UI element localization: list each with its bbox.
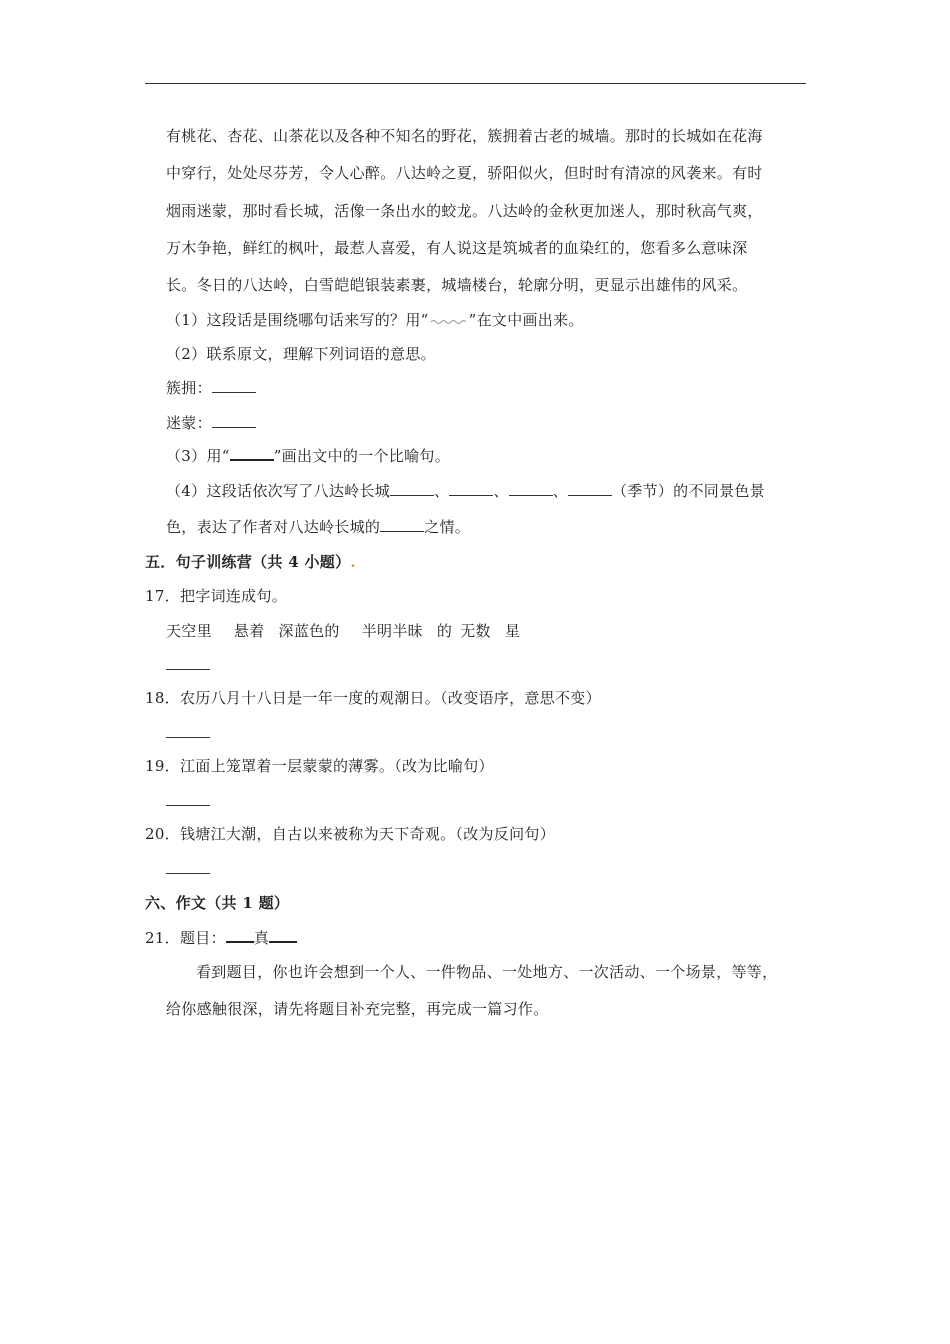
word-tile: 天空里 [166,622,212,640]
question-21 [145,927,297,949]
answer-blank[interactable] [380,517,424,532]
passage-line: 万木争艳，鲜红的枫叶，最惹人喜爱，有人说这是筑城者的血染红的，您看多么意味深 [166,239,748,257]
section-5-title: 五．句子训练营（共 4 小题） [145,553,351,571]
question-19: 19．江面上笼罩着一层蒙蒙的薄雾。（改为比喻句） [145,757,494,775]
header-rule [145,83,806,84]
passage-line: 有桃花、杏花、山茶花以及各种不知名的野花，簇拥着古老的城墙。那时的长城如在花海 [166,127,763,145]
answer-blank[interactable] [509,481,553,496]
question-4 [166,480,765,502]
word-tile: 悬着 [233,622,265,640]
answer-blank[interactable] [226,927,254,943]
question-17: 17．把字词连成句。 [145,587,288,605]
q3-before: （3）用“ [166,447,230,465]
q17-answer [166,654,210,676]
question-18: 18．农历八月十八日是一年一度的观潮日。（改变语序，意思不变） [145,689,601,707]
q2-item-2-label: 迷蒙： [166,414,212,432]
q1-before: （1）这段话是围绕哪句话来写的？用“ [166,311,429,329]
answer-blank[interactable] [166,655,210,670]
separator: 、 [434,482,450,500]
passage-line: 中穿行，处处尽芬芳，令人心醉。八达岭之夏，骄阳似火，但时时有清凉的风袭来。有时 [166,164,763,182]
q2-item-1-label: 簇拥： [166,379,212,397]
answer-blank[interactable] [166,723,210,738]
word-tile: 深蓝色的 [278,622,340,640]
q19-answer [166,790,210,812]
question-2: （2）联系原文，理解下列词语的意思。 [166,345,436,363]
word-tile: 无数 [460,622,491,640]
answer-blank[interactable] [390,481,434,496]
section-5-dot: . [350,553,356,571]
passage-line: 烟雨迷蒙，那时看长城，活像一条出水的蛟龙。八达岭的金秋更加迷人，那时秋高气爽， [166,202,763,220]
q4-before: （4）这段话依次写了八达岭长城 [166,482,391,500]
q3-after: ”画出文中的一个比喻句。 [273,447,450,465]
straight-underline-icon [230,445,274,461]
question-3 [166,445,450,467]
word-tile: 星 [504,622,521,640]
q18-answer [166,722,210,744]
question-4-line2 [166,516,470,538]
q4-line2-before: 色，表达了作者对八达岭长城的 [166,518,381,536]
separator: 、 [552,482,568,500]
answer-blank[interactable] [212,413,256,428]
q21-paragraph-line: 给你感触很深，请先将题目补充完整，再完成一篇习作。 [166,1000,549,1018]
answer-blank[interactable] [449,481,493,496]
answer-blank[interactable] [568,481,612,496]
answer-blank[interactable] [269,927,297,943]
section-6-heading: 六、作文（共 1 题） [145,894,290,912]
q2-item-1 [166,377,256,399]
answer-blank[interactable] [166,791,210,806]
q4-after: （季节）的不同景色景 [611,482,765,500]
answer-blank[interactable] [212,378,256,393]
question-1 [166,309,584,331]
q2-item-2 [166,412,256,434]
section-5-heading [145,551,356,573]
word-tile: 半明半昧 [361,622,423,640]
q21-before: 21．题目： [145,929,226,947]
answer-blank[interactable] [166,859,210,874]
separator: 、 [493,482,509,500]
q20-answer [166,858,210,880]
q21-paragraph-line: 看到题目，你也许会想到一个人、一件物品、一处地方、一次活动、一个场景，等等， [196,963,778,981]
q4-line2-after: 之情。 [424,518,471,536]
wavy-underline-icon [429,313,469,325]
q21-middle: 真 [253,929,270,947]
q1-after: ”在文中画出来。 [468,311,584,329]
passage-line: 长。冬日的八达岭，白雪皑皑银装素裹，城墙楼台，轮廓分明，更显示出雄伟的风采。 [166,276,748,294]
question-20: 20．钱塘江大潮，自古以来被称为天下奇观。（改为反问句） [145,825,555,843]
word-tile: 的 [436,622,453,640]
q17-words [166,620,520,642]
